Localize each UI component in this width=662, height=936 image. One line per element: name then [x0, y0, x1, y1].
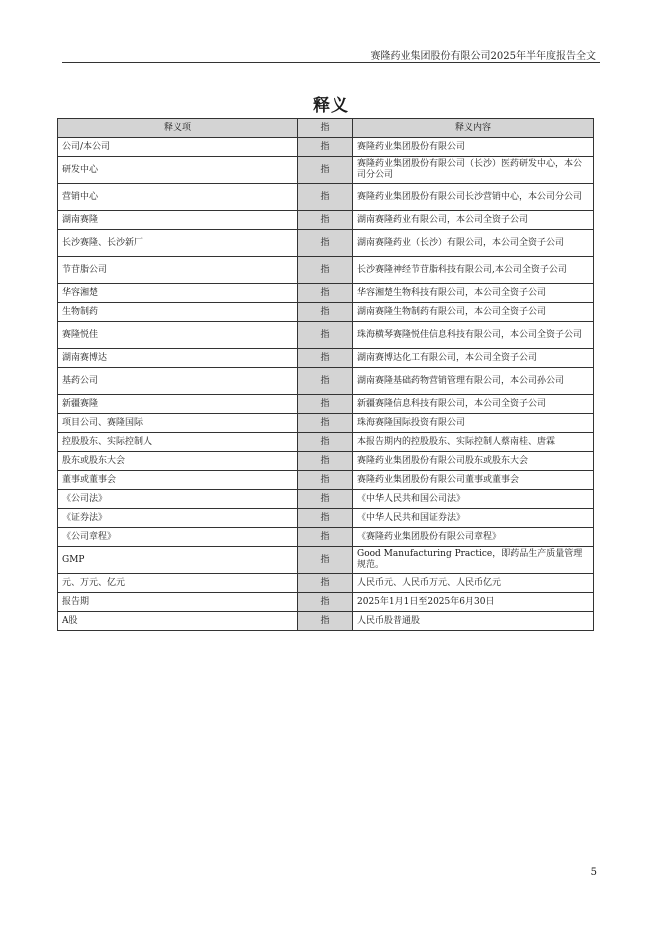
cell-term: 《公司章程》	[58, 528, 298, 547]
cell-term: 研发中心	[58, 157, 298, 184]
table-row	[58, 284, 594, 303]
cell-definition: 湖南赛隆生物制药有限公司，本公司全资子公司	[353, 303, 594, 322]
table-row	[58, 349, 594, 368]
table-row	[58, 138, 594, 157]
cell-definition: 赛隆药业集团股份有限公司长沙营销中心，本公司分公司	[353, 184, 594, 211]
table-row	[58, 547, 594, 574]
cell-definition: 人民币股普通股	[353, 612, 594, 631]
table-row	[58, 471, 594, 490]
table-row	[58, 230, 594, 257]
table-row	[58, 593, 594, 612]
cell-term: GMP	[58, 547, 298, 574]
table-row	[58, 303, 594, 322]
table-row	[58, 452, 594, 471]
cell-ref: 指	[298, 490, 353, 509]
cell-ref: 指	[298, 414, 353, 433]
cell-term: 长沙赛隆、长沙新厂	[58, 230, 298, 257]
cell-ref: 指	[298, 574, 353, 593]
cell-definition: 人民币元、人民币万元、人民币亿元	[353, 574, 594, 593]
cell-ref: 指	[298, 471, 353, 490]
cell-ref: 指	[298, 528, 353, 547]
cell-ref: 指	[298, 284, 353, 303]
cell-term: 元、万元、亿元	[58, 574, 298, 593]
cell-term: 新疆赛隆	[58, 395, 298, 414]
cell-ref: 指	[298, 433, 353, 452]
cell-ref: 指	[298, 303, 353, 322]
cell-term: 基药公司	[58, 368, 298, 395]
cell-ref: 指	[298, 322, 353, 349]
cell-term: 湖南赛博达	[58, 349, 298, 368]
cell-ref: 指	[298, 211, 353, 230]
cell-term: 控股股东、实际控制人	[58, 433, 298, 452]
cell-definition: 长沙赛隆神经节苷脂科技有限公司,本公司全资子公司	[353, 257, 594, 284]
cell-ref: 指	[298, 612, 353, 631]
cell-ref: 指	[298, 184, 353, 211]
cell-ref: 指	[298, 547, 353, 574]
table-row	[58, 257, 594, 284]
definitions-table	[57, 118, 594, 631]
cell-definition: 赛隆药业集团股份有限公司股东或股东大会	[353, 452, 594, 471]
cell-ref: 指	[298, 452, 353, 471]
cell-ref: 指	[298, 593, 353, 612]
cell-definition: 珠海横琴赛隆悦佳信息科技有限公司，本公司全资子公司	[353, 322, 594, 349]
cell-ref: 指	[298, 138, 353, 157]
table-row	[58, 490, 594, 509]
cell-ref: 指	[298, 395, 353, 414]
cell-term: 《证券法》	[58, 509, 298, 528]
cell-definition: 2025年1月1日至2025年6月30日	[353, 593, 594, 612]
table-row	[58, 395, 594, 414]
cell-term: 湖南赛隆	[58, 211, 298, 230]
table-row	[58, 157, 594, 184]
cell-definition: 《赛隆药业集团股份有限公司章程》	[353, 528, 594, 547]
cell-ref: 指	[298, 157, 353, 184]
cell-ref: 指	[298, 509, 353, 528]
cell-ref: 指	[298, 368, 353, 395]
table-row	[58, 612, 594, 631]
cell-ref: 指	[298, 230, 353, 257]
cell-definition: 赛隆药业集团股份有限公司	[353, 138, 594, 157]
cell-term: 营销中心	[58, 184, 298, 211]
table-row	[58, 433, 594, 452]
cell-definition: 华容湘楚生物科技有限公司，本公司全资子公司	[353, 284, 594, 303]
cell-ref: 指	[298, 349, 353, 368]
table-header-row	[58, 119, 594, 138]
page-number: 5	[590, 867, 597, 878]
cell-term: 《公司法》	[58, 490, 298, 509]
table-row	[58, 322, 594, 349]
cell-term: 报告期	[58, 593, 298, 612]
cell-term: 华容湘楚	[58, 284, 298, 303]
table-row	[58, 368, 594, 395]
table-row	[58, 574, 594, 593]
cell-term: 赛隆悦佳	[58, 322, 298, 349]
cell-term: 节苷脂公司	[58, 257, 298, 284]
cell-definition: 《中华人民共和国证券法》	[353, 509, 594, 528]
table-row	[58, 211, 594, 230]
cell-definition: 本报告期内的控股股东、实际控制人蔡南桂、唐霖	[353, 433, 594, 452]
cell-definition: 赛隆药业集团股份有限公司（长沙）医药研发中心，本公司分公司	[353, 157, 594, 184]
cell-term: 董事或董事会	[58, 471, 298, 490]
column-header-definition: 释义内容	[353, 119, 594, 138]
cell-definition: 《中华人民共和国公司法》	[353, 490, 594, 509]
cell-term: 项目公司、赛隆国际	[58, 414, 298, 433]
cell-ref: 指	[298, 257, 353, 284]
cell-term: 公司/本公司	[58, 138, 298, 157]
cell-definition: Good Manufacturing Practice，即药品生产质量管理规范。	[353, 547, 594, 574]
cell-definition: 新疆赛隆信息科技有限公司，本公司全资子公司	[353, 395, 594, 414]
column-header-term: 释义项	[58, 119, 298, 138]
cell-definition: 湖南赛博达化工有限公司，本公司全资子公司	[353, 349, 594, 368]
table-row	[58, 528, 594, 547]
cell-definition: 珠海赛隆国际投资有限公司	[353, 414, 594, 433]
table-row	[58, 414, 594, 433]
table-row	[58, 509, 594, 528]
cell-definition: 湖南赛隆药业（长沙）有限公司，本公司全资子公司	[353, 230, 594, 257]
cell-term: 股东或股东大会	[58, 452, 298, 471]
header-divider	[62, 62, 600, 63]
column-header-ref: 指	[298, 119, 353, 138]
cell-definition: 湖南赛隆药业有限公司，本公司全资子公司	[353, 211, 594, 230]
table-row	[58, 184, 594, 211]
cell-definition: 湖南赛隆基础药物营销管理有限公司，本公司孙公司	[353, 368, 594, 395]
cell-term: A股	[58, 612, 298, 631]
cell-term: 生物制药	[58, 303, 298, 322]
page-title: 释义	[313, 96, 349, 116]
cell-definition: 赛隆药业集团股份有限公司董事或董事会	[353, 471, 594, 490]
page-header: 赛隆药业集团股份有限公司2025年半年度报告全文	[370, 51, 596, 62]
